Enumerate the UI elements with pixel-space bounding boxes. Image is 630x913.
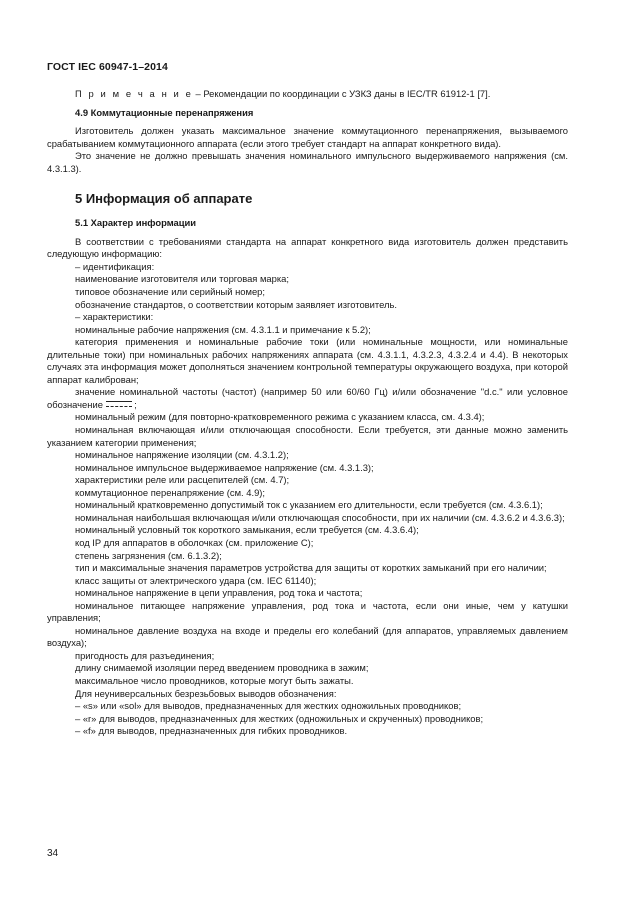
list-item: длину снимаемой изоляции перед введением проводника в зажим;	[75, 662, 369, 674]
list-item: наименование изготовителя или торговая марка;	[75, 273, 289, 285]
list-item: – «s» или «sol» для выводов, предназначенных для жестких одножильных проводников;	[75, 700, 462, 712]
note-label: П р и м е ч а н и е	[75, 88, 193, 99]
list-item: номинальное напряжение изоляции (см. 4.3.1.2);	[75, 449, 289, 461]
section-4-9-paragraph-2: Это значение не должно превышать значения номинального импульсного выдерживаемого напряжения (см. 4.3.1.3).	[47, 150, 568, 174]
list-item: номинальное питающее напряжение управления, род тока и частота, если они иные, чем у катушки управления;	[47, 599, 568, 624]
dc-symbol-icon	[106, 400, 132, 410]
section-5-1-intro: В соответствии с требованиями стандарта на аппарат конкретного вида изготовитель должен представить следующую информацию:	[47, 235, 568, 260]
list-item: номинальное давление воздуха на входе и пределы его колебаний (для аппаратов, управляемых давлением воздуха);	[47, 624, 568, 649]
list-item: пригодность для разъединения;	[75, 649, 215, 661]
list-item: степень загрязнения (см. 6.1.3.2);	[75, 549, 222, 561]
section-5-title: 5 Информация об аппарате	[75, 191, 253, 207]
list-item-frequency	[47, 386, 568, 411]
list-item: тип и максимальные значения параметров устройства для защиты от коротких замыканий при его наличии;	[75, 562, 547, 574]
list-item: номинальный режим (для повторно-кратковременного режима с указанием класса, см. 4.3.4);	[75, 411, 485, 423]
section-4-9-paragraph-1: Изготовитель должен указать максимальное значение коммутационного перенапряжения, вызываемого срабатыванием коммутационного аппарата (если этого требует стандарт на аппарат конкретного вида).	[47, 125, 568, 149]
list-item: характеристики реле или расцепителей (см. 4.7);	[75, 474, 290, 486]
list-item: код IP для аппаратов в оболочках (см. приложение С);	[75, 536, 314, 548]
list-item: обозначение стандартов, о соответствии которым заявляет изготовитель.	[75, 298, 397, 310]
note-text: – Рекомендации по координации с УЗКЗ даны в IEC/TR 61912-1 [7].	[192, 88, 491, 99]
page-number: 34	[47, 848, 59, 859]
characteristics-heading: – характеристики:	[75, 311, 154, 323]
list-item: Для неуниверсальных безрезьбовых выводов обозначения:	[75, 687, 337, 699]
identification-heading: – идентификация:	[75, 260, 155, 272]
list-item: коммутационное перенапряжение (см. 4.9);	[75, 486, 266, 498]
list-item: номинальные рабочие напряжения (см. 4.3.1.1 и примечание к 5.2);	[75, 323, 371, 335]
list-item: – «f» для выводов, предназначенных для гибких проводников.	[75, 725, 348, 737]
list-item: максимальное число проводников, которые могут быть зажаты.	[75, 674, 354, 686]
list-item: класс защиты от электрического удара (см. IEC 61140);	[75, 574, 317, 586]
list-item: номинальный кратковременно допустимый ток с указанием его длительности, если требуется (см. 4.3.6.1);	[75, 499, 543, 511]
list-item: номинальный условный ток короткого замыкания, если требуется (см. 4.3.6.4);	[75, 524, 419, 536]
standard-header: ГОСТ IEC 60947-1–2014	[47, 61, 168, 73]
section-4-9-title: 4.9 Коммутационные перенапряжения	[75, 106, 254, 118]
list-item: номинальное напряжение в цепи управления, род тока и частота;	[75, 587, 363, 599]
list-item: – «r» для выводов, предназначенных для жестких (одножильных и скрученных) проводников;	[75, 712, 484, 724]
note-paragraph	[47, 88, 568, 101]
list-item: номинальное импульсное выдерживаемое напряжение (см. 4.3.1.3);	[75, 461, 374, 473]
page-body	[47, 88, 568, 738]
list-item: типовое обозначение или серийный номер;	[75, 286, 265, 298]
frequency-text: значение номинальной частоты (частот) (например 50 или 60/60 Гц) и/или обозначение "d.c." или условное обозначение	[47, 386, 568, 410]
list-item: номинальная наибольшая включающая и/или отключающая способности, при их наличии (см. 4.3.6.2 и 4.3.6.3);	[75, 511, 565, 523]
frequency-tail: ;	[134, 398, 137, 410]
list-item: категория применения и номинальные рабочие токи (или номинальные мощности, или номинальные длительные токи) при номинальных рабочих напряжениях аппарата (см. 4.3.1.1, 4.3.2.3, 4.3.2.4 и 4.4). В некоторых случаях эта информация может дополняться значением контрольной температуры окружающего воздуха, при которой аппарат калиброван;	[47, 336, 568, 385]
list-item: номинальная включающая и/или отключающая способности. Если требуется, эти данные можно заменить указанием категории применения;	[47, 424, 568, 448]
section-5-1-title: 5.1 Характер информации	[75, 217, 197, 229]
